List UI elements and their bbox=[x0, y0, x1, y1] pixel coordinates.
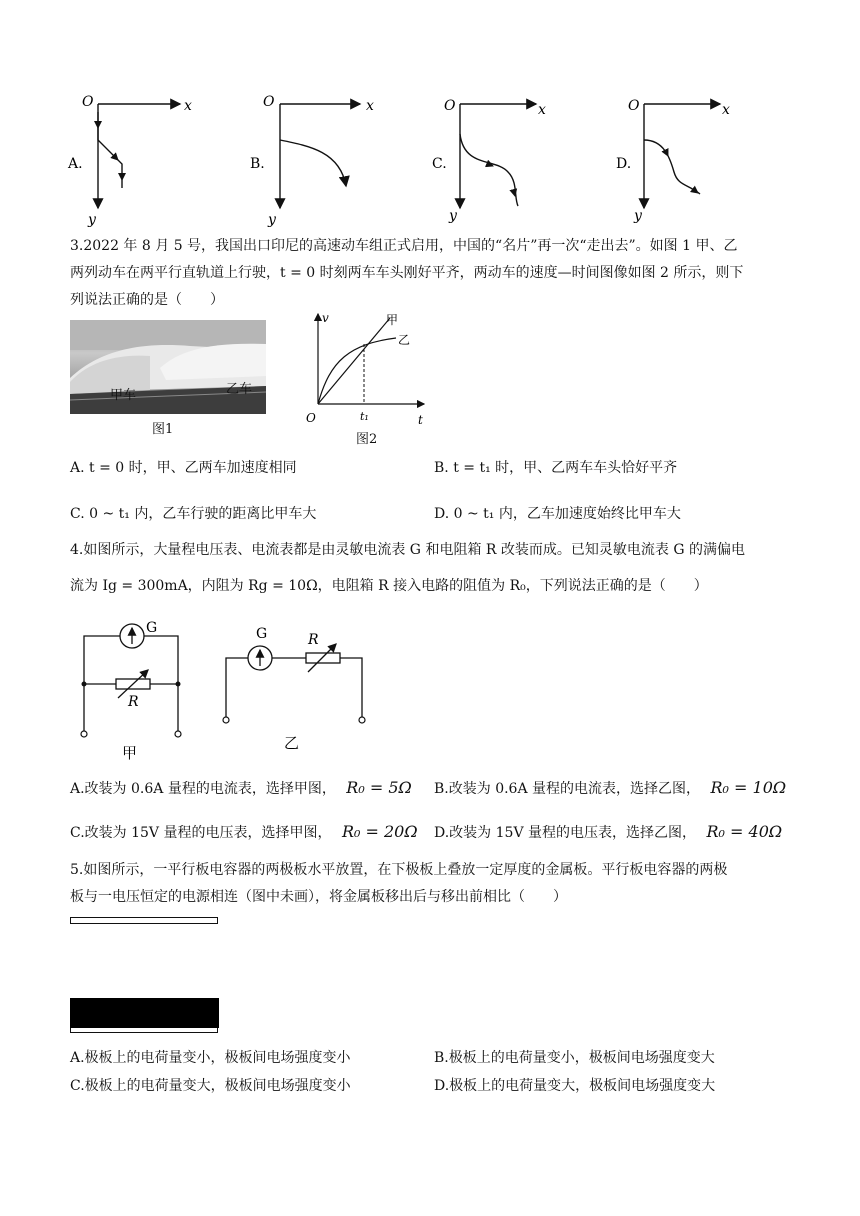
q2-option-d-label: D. bbox=[616, 156, 632, 172]
capacitor-upper-plate bbox=[70, 917, 218, 924]
vt-curve-yi bbox=[318, 338, 396, 404]
q3-stem-line-3: 列说法正确的是（ ） bbox=[70, 292, 224, 308]
vt-t-label: t bbox=[418, 413, 423, 427]
q4-option-a bbox=[70, 778, 412, 799]
q3-option-b: B. t = t₁ 时，甲、乙两车车头恰好平齐 bbox=[434, 460, 678, 476]
q4-circuit-jia bbox=[70, 616, 200, 766]
q2-diagram-a bbox=[67, 94, 192, 228]
q2-diagram-b bbox=[250, 94, 374, 228]
q4-option-c-text: C.改装为 15V 量程的电压表，选择甲图， bbox=[70, 825, 332, 841]
vt-origin-label: O bbox=[306, 411, 316, 425]
q5-option-c: C.极板上的电荷量变大，极板间电场强度变小 bbox=[70, 1078, 351, 1094]
circuit-jia-r-label: R bbox=[128, 694, 139, 710]
q2-c-x-label: x bbox=[538, 102, 546, 118]
q3-stem-line-1: 3.2022 年 8 月 5 号，我国出口印尼的高速动车组正式启用，中国的“名片”再一次“走出去”。如图 1 甲、乙 bbox=[70, 238, 738, 254]
q3-option-c: C. 0 ~ t₁ 内，乙车行驶的距离比甲车大 bbox=[70, 506, 317, 522]
q3-figure-2-vt-graph bbox=[300, 310, 430, 440]
q2-trajectory-diagrams bbox=[60, 88, 800, 228]
vt-t1-label: t₁ bbox=[360, 410, 369, 423]
metal-slab bbox=[70, 998, 219, 1028]
vt-line-jia bbox=[318, 318, 390, 404]
circuit-yi-r-label: R bbox=[308, 632, 319, 648]
q5-option-a: A.极板上的电荷量变小，极板间电场强度变小 bbox=[70, 1050, 351, 1066]
q4-option-b-text: B.改装为 0.6A 量程的电流表，选择乙图， bbox=[434, 781, 701, 797]
q2-a-x-label: x bbox=[184, 98, 192, 114]
q4-option-b-value: R₀ = 10Ω bbox=[710, 778, 787, 797]
q4-option-d-value: R₀ = 40Ω bbox=[706, 822, 783, 841]
q2-option-c-label: C. bbox=[432, 156, 447, 172]
q4-stem-line-2: 流为 Ig = 300mA，内阻为 Rg = 10Ω，电阻箱 R 接入电路的阻值为 R₀，下列说法正确的是（ ） bbox=[70, 578, 708, 594]
q4-stem-line-1: 4.如图所示，大量程电压表、电流表都是由灵敏电流表 G 和电阻箱 R 改装而成。已知灵敏电流表 G 的满偏电 bbox=[70, 542, 745, 558]
q4-option-c bbox=[70, 822, 418, 843]
q2-d-x-label: x bbox=[722, 102, 730, 118]
q4-option-d-text: D.改装为 15V 量程的电压表，选择乙图， bbox=[434, 825, 697, 841]
q3-option-d: D. 0 ~ t₁ 内，乙车加速度始终比甲车大 bbox=[434, 506, 681, 522]
q2-b-x-label: x bbox=[366, 98, 374, 114]
q4-option-b bbox=[434, 778, 786, 799]
q2-c-origin: O bbox=[444, 98, 456, 114]
q2-a-origin: O bbox=[82, 94, 94, 110]
circuit-yi-g-label: G bbox=[256, 626, 268, 642]
q5-stem-line-1: 5.如图所示，一平行板电容器的两极板水平放置，在下极板上叠放一定厚度的金属板。平行板电容器的两极 bbox=[70, 862, 728, 878]
q5-option-b: B.极板上的电荷量变小，极板间电场强度变大 bbox=[434, 1050, 715, 1066]
q2-diagram-d bbox=[616, 98, 730, 224]
q2-d-y-label: y bbox=[634, 208, 642, 224]
q2-b-origin: O bbox=[263, 94, 275, 110]
vt-v-label: v bbox=[322, 311, 329, 325]
q5-stem-line-2: 板与一电压恒定的电源相连（图中未画），将金属板移出后与移出前相比（ ） bbox=[70, 889, 567, 905]
train-photo-illustration bbox=[70, 320, 266, 414]
q2-option-b-label: B. bbox=[250, 156, 265, 172]
q2-b-y-label: y bbox=[268, 212, 276, 228]
vt-yi-label: 乙 bbox=[398, 333, 411, 347]
q4-circuit-yi bbox=[216, 622, 376, 762]
q3-stem-line-2: 两列动车在两平行直轨道上行驶，t = 0 时刻两车车头刚好平齐，两动车的速度—时间图像如图 2 所示，则下 bbox=[70, 265, 744, 281]
circuit-jia-caption: 甲 bbox=[122, 744, 138, 762]
train-jia-label: 甲车 bbox=[110, 388, 137, 403]
vt-jia-label: 甲 bbox=[386, 313, 399, 327]
q2-diagram-c bbox=[432, 98, 546, 224]
q4-option-c-value: R₀ = 20Ω bbox=[341, 822, 418, 841]
capacitor-lower-plate bbox=[70, 1028, 218, 1033]
q3-figure-1-photo bbox=[70, 320, 266, 414]
q4-option-a-value: R₀ = 5Ω bbox=[346, 778, 412, 797]
circuit-jia-g-label: G bbox=[146, 620, 158, 636]
q2-d-origin: O bbox=[628, 98, 640, 114]
q3-figure-1-caption: 图1 bbox=[152, 422, 174, 437]
q2-a-y-label: y bbox=[88, 212, 96, 228]
q5-option-d: D.极板上的电荷量变大，极板间电场强度变大 bbox=[434, 1078, 716, 1094]
resistor-box-icon bbox=[306, 653, 340, 663]
q4-option-a-text: A.改装为 0.6A 量程的电流表，选择甲图， bbox=[70, 781, 336, 797]
train-yi-label: 乙车 bbox=[226, 382, 253, 397]
q3-figure-2-caption: 图2 bbox=[356, 432, 378, 447]
q2-option-a-label: A. bbox=[68, 156, 83, 172]
circuit-yi-caption: 乙 bbox=[284, 734, 300, 752]
q2-c-y-label: y bbox=[449, 208, 457, 224]
q4-option-d bbox=[434, 822, 782, 843]
q3-option-a: A. t = 0 时，甲、乙两车加速度相同 bbox=[70, 460, 297, 476]
